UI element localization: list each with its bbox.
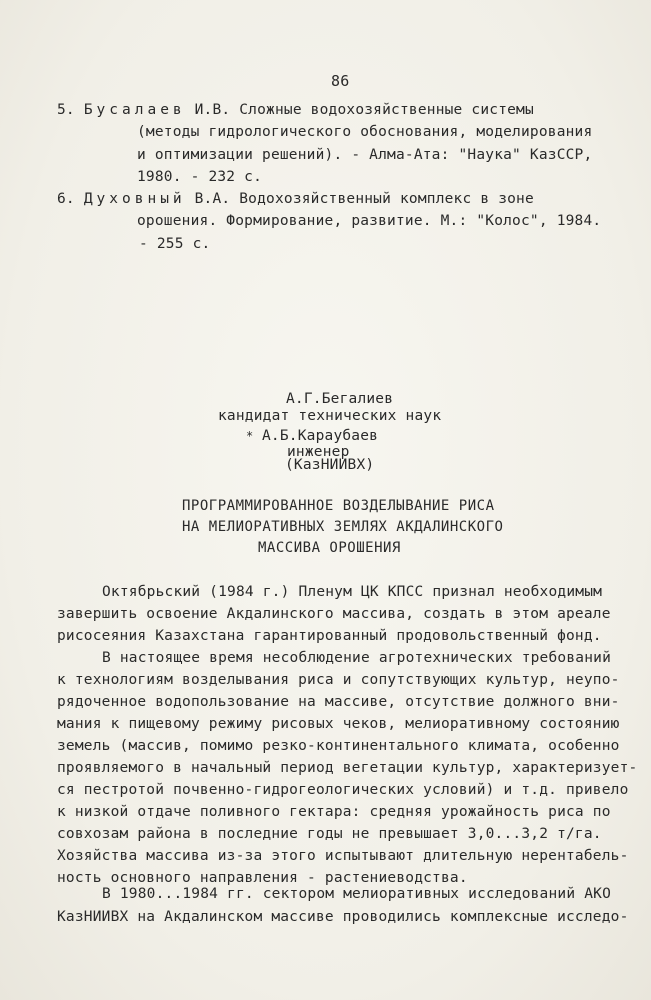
reference-5-line-4: 1980. - 232 с. xyxy=(137,169,263,185)
body-line: В настоящее время несоблюдение агротехнических требований xyxy=(102,650,611,666)
body-line: ся пестротой почвенно-гидрогеологических условий) и т.д. привело xyxy=(57,782,629,798)
reference-6-line-2: орошения. Формирование, развитие. М.: "Колос", 1984. xyxy=(137,213,602,229)
author-2-title: инженер xyxy=(287,444,350,460)
reference-6-line-1 xyxy=(57,192,534,207)
author-1-name: А.Г.Бегалиев xyxy=(286,391,394,407)
body-line: к низкой отдаче поливного гектара: средняя урожайность риса по xyxy=(57,804,611,820)
article-title-line-3: МАССИВА ОРОШЕНИЯ xyxy=(258,540,401,556)
article-title-line-2: НА МЕЛИОРАТИВНЫХ ЗЕМЛЯХ АКДАЛИНСКОГО xyxy=(182,519,504,535)
author-1-title: кандидат технических наук xyxy=(218,408,442,424)
page-number: 86 xyxy=(331,72,350,90)
reference-number: 6. xyxy=(57,191,75,207)
body-line: рядоченное водопользование на массиве, отсутствие должного вни- xyxy=(57,694,620,710)
body-line: совхозам района в последние годы не превышает 3,0...3,2 т/га. xyxy=(57,826,602,842)
reference-5-line-1 xyxy=(57,103,534,118)
body-line: рисосеяния Казахстана гарантированный продовольственный фонд. xyxy=(57,628,602,644)
body-line: Хозяйства массива из-за этого испытывают длительную нерентабель- xyxy=(57,848,629,864)
reference-author: Бусалаев xyxy=(83,102,186,118)
article-title-line-1: ПРОГРАММИРОВАННОЕ ВОЗДЕЛЫВАНИЕ РИСА xyxy=(182,498,495,514)
reference-5-line-2: (методы гидрологического обоснования, моделирования xyxy=(137,124,593,140)
author-marker: * xyxy=(246,429,254,443)
body-line: ность основного направления - растениеводства. xyxy=(57,870,468,886)
reference-text: В.А. Водохозяйственный комплекс в зоне xyxy=(185,191,534,207)
author-organization: (КазНИИВХ) xyxy=(285,457,375,473)
body-line: земель (массив, помимо резко-континентального климата, особенно xyxy=(57,738,620,754)
body-line: завершить освоение Акдалинского массива, создать в этом ареале xyxy=(57,606,611,622)
reference-author: Духовный xyxy=(83,191,186,207)
reference-number: 5. xyxy=(57,102,75,118)
reference-6-line-3: - 255 с. xyxy=(139,236,211,252)
body-line: В 1980...1984 гг. сектором мелиоративных исследований АКО xyxy=(102,886,611,902)
body-line: Октябрьский (1984 г.) Пленум ЦК КПСС признал необходимым xyxy=(102,584,603,600)
body-line: КазНИИВХ на Акдалинском массиве проводились комплексные исследо- xyxy=(57,909,629,925)
reference-text: И.В. Сложные водохозяйственные системы xyxy=(185,102,534,118)
body-line: к технологиям возделывания риса и сопутствующих культур, неупо- xyxy=(57,672,620,688)
author-2-name: А.Б.Караубаев xyxy=(262,428,379,444)
body-line: мания к пищевому режиму рисовых чеков, мелиоративному состоянию xyxy=(57,716,620,732)
body-line: проявляемого в начальный период вегетации культур, характеризует- xyxy=(57,760,638,776)
reference-5-line-3: и оптимизации решений). - Алма-Ата: "Наука" КазССР, xyxy=(137,147,593,163)
